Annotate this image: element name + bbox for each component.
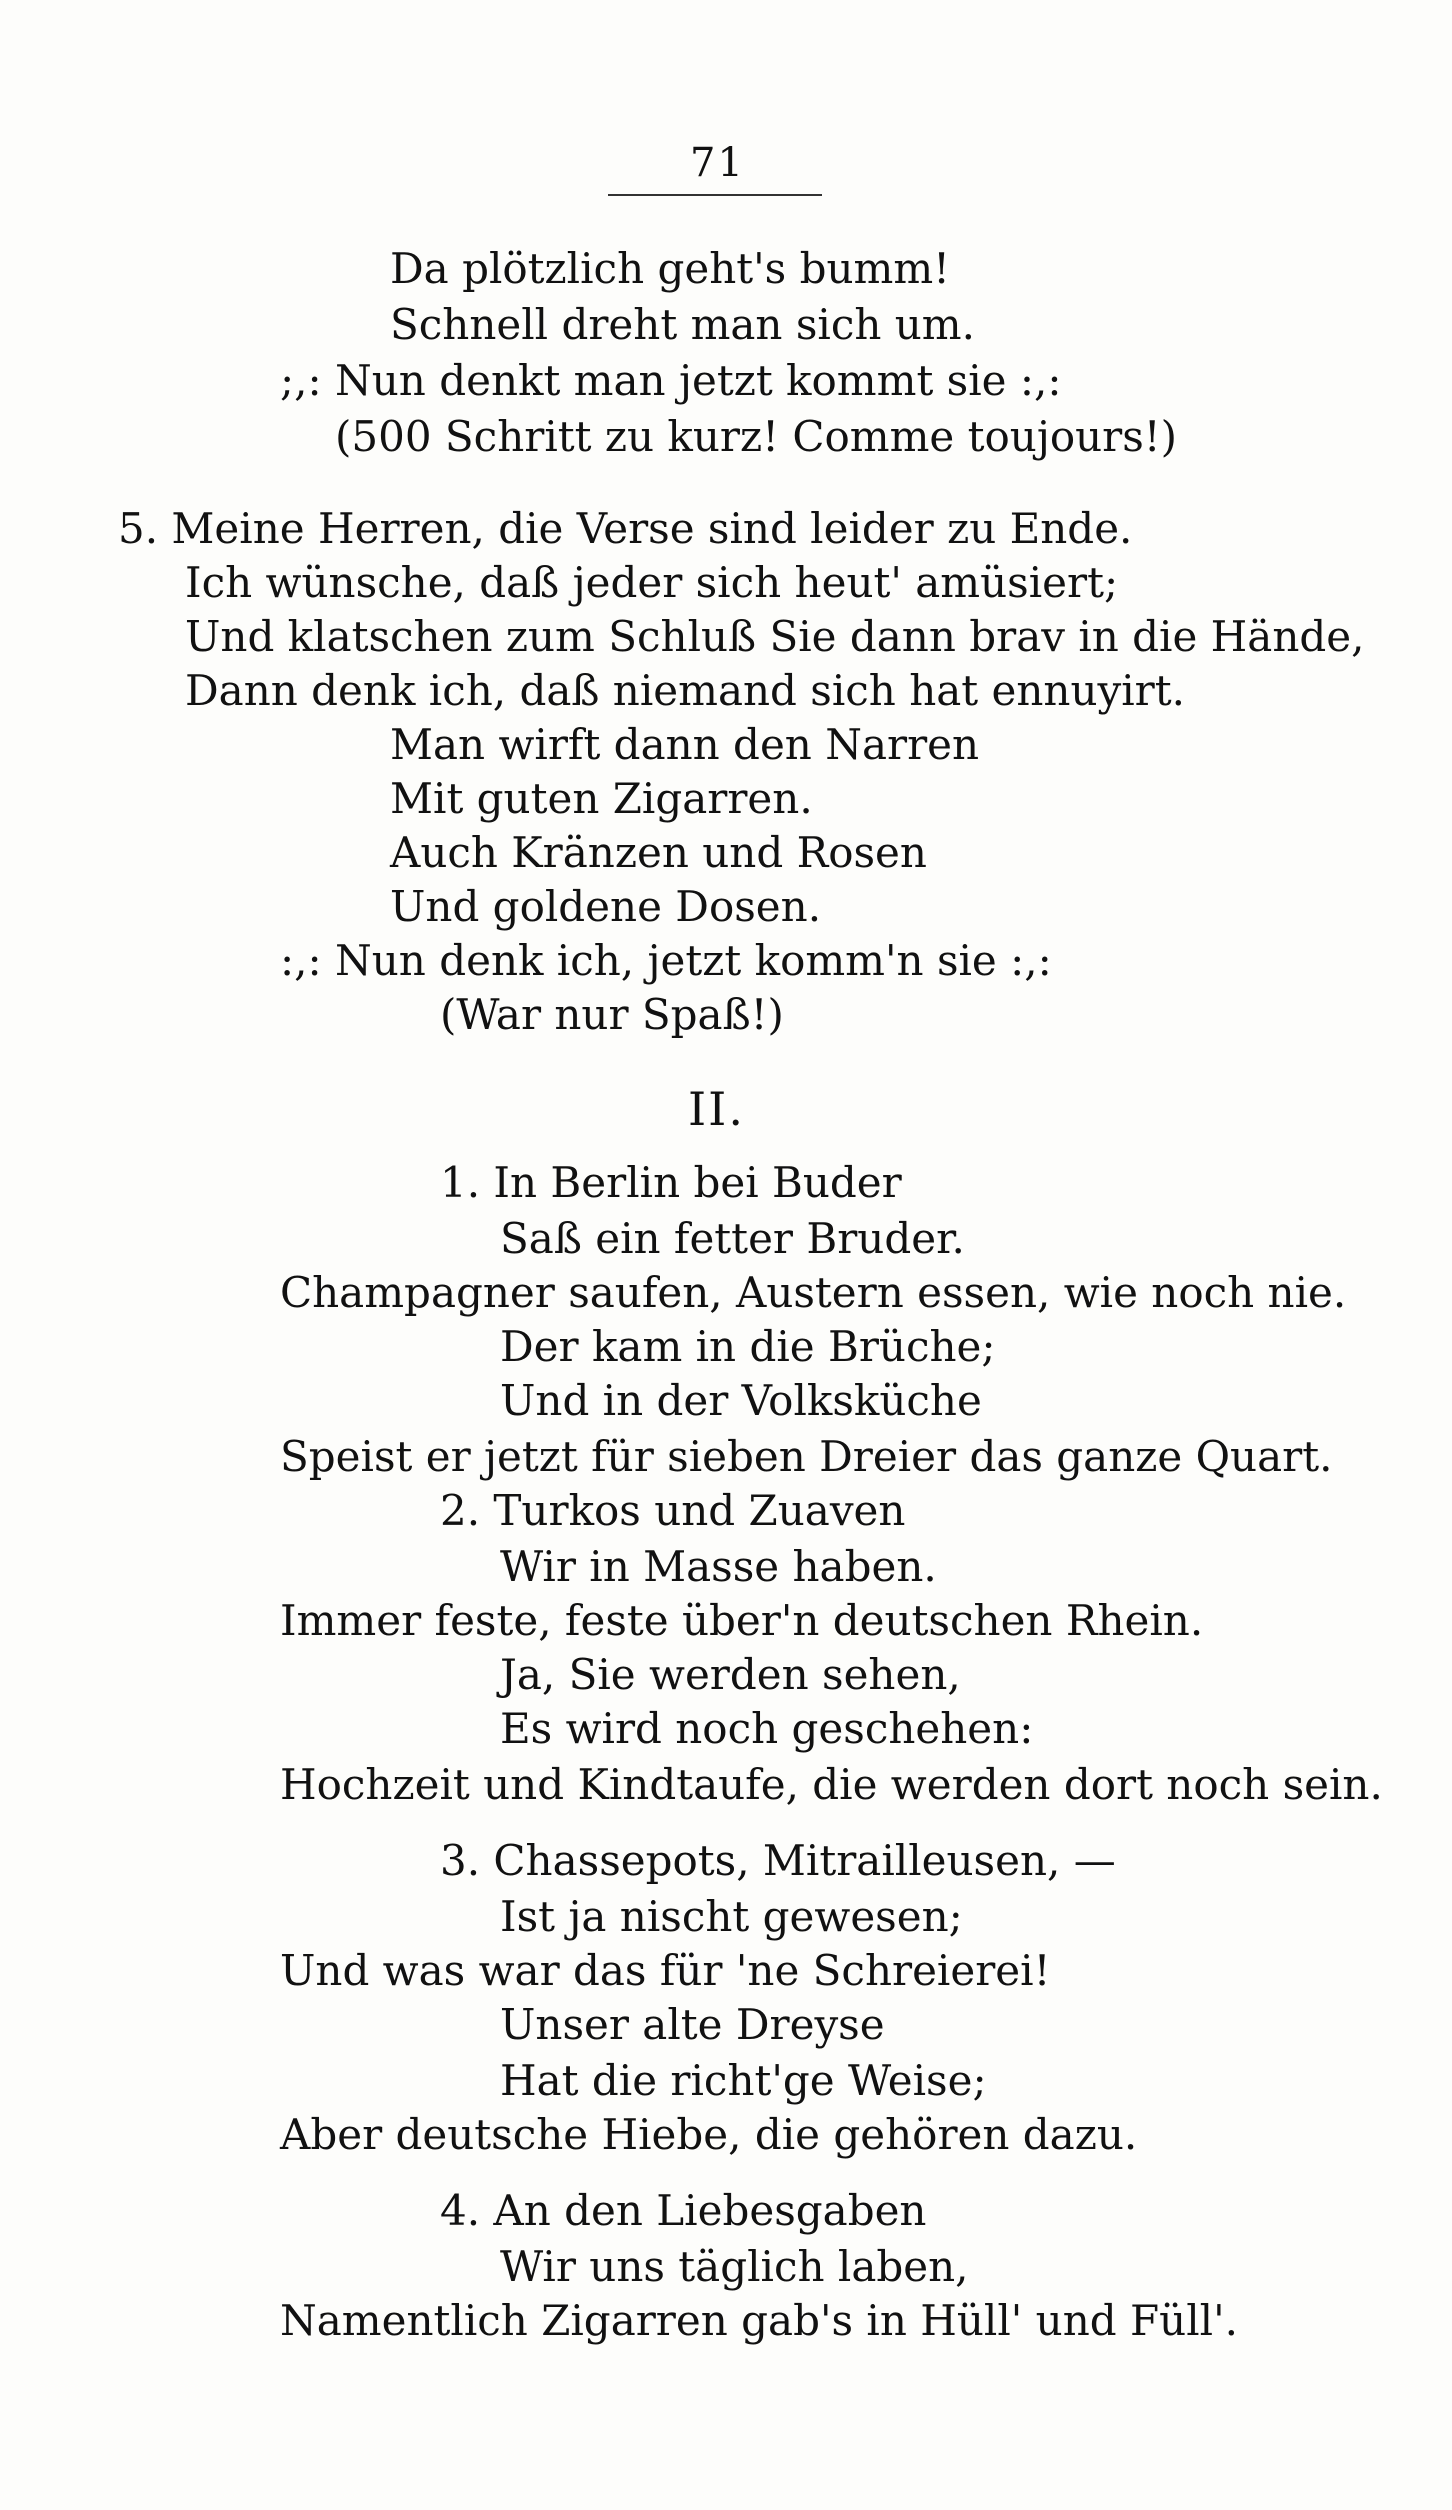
verse-line: ;,: Nun denkt man jetzt kommt sie :,: bbox=[280, 356, 1062, 405]
verse-line: Hochzeit und Kindtaufe, die werden dort noch sein. bbox=[280, 1760, 1383, 1809]
verse-line: Immer feste, feste über'n deutschen Rhein. bbox=[280, 1596, 1204, 1645]
verse-line: Schnell dreht man sich um. bbox=[390, 300, 975, 349]
verse-line: Aber deutsche Hiebe, die gehören dazu. bbox=[280, 2110, 1138, 2159]
verse-line: Und klatschen zum Schluß Sie dann brav in die Hände, bbox=[185, 612, 1365, 661]
verse-line: (500 Schritt zu kurz! Comme toujours!) bbox=[335, 412, 1178, 461]
verse-line: Saß ein fetter Bruder. bbox=[500, 1214, 965, 1263]
verse-line: 4. An den Liebesgaben bbox=[440, 2186, 927, 2235]
header-rule bbox=[608, 194, 822, 196]
verse-line: Man wirft dann den Narren bbox=[390, 720, 980, 769]
verse-line: Speist er jetzt für sieben Dreier das ganze Quart. bbox=[280, 1432, 1333, 1481]
verse-line: Namentlich Zigarren gab's in Hüll' und Füll'. bbox=[280, 2296, 1238, 2345]
verse-line: Wir in Masse haben. bbox=[500, 1542, 937, 1591]
verse-line: Ich wünsche, daß jeder sich heut' amüsiert; bbox=[185, 558, 1119, 607]
verse-line: Champagner saufen, Austern essen, wie noch nie. bbox=[280, 1268, 1347, 1317]
verse-line: Und in der Volksküche bbox=[500, 1376, 982, 1425]
verse-line: Und was war das für 'ne Schreierei! bbox=[280, 1946, 1051, 1995]
verse-line: Da plötzlich geht's bumm! bbox=[390, 244, 951, 293]
verse-line: Der kam in die Brüche; bbox=[500, 1322, 996, 1371]
verse-line: Dann denk ich, daß niemand sich hat ennuyirt. bbox=[185, 666, 1185, 715]
verse-line: Mit guten Zigarren. bbox=[390, 774, 813, 823]
page-number: 71 bbox=[690, 140, 745, 186]
verse-line: Ist ja nischt gewesen; bbox=[500, 1892, 963, 1941]
verse-line: (War nur Spaß!) bbox=[440, 990, 784, 1039]
verse-line: Wir uns täglich laben, bbox=[500, 2242, 969, 2291]
verse-line: Hat die richt'ge Weise; bbox=[500, 2056, 987, 2105]
verse-line: Auch Kränzen und Rosen bbox=[390, 828, 927, 877]
verse-line: Ja, Sie werden sehen, bbox=[500, 1650, 961, 1699]
verse-line: 5. Meine Herren, die Verse sind leider zu Ende. bbox=[118, 504, 1133, 553]
verse-line: :,: Nun denk ich, jetzt komm'n sie :,: bbox=[280, 936, 1052, 985]
verse-line: Und goldene Dosen. bbox=[390, 882, 822, 931]
verse-line: 2. Turkos und Zuaven bbox=[440, 1486, 906, 1535]
verse-line: Unser alte Dreyse bbox=[500, 2000, 885, 2049]
section-heading: II. bbox=[688, 1082, 745, 1136]
verse-line: 3. Chassepots, Mitrailleusen, — bbox=[440, 1836, 1116, 1885]
verse-line: Es wird noch geschehen: bbox=[500, 1704, 1034, 1753]
verse-line: 1. In Berlin bei Buder bbox=[440, 1158, 902, 1207]
